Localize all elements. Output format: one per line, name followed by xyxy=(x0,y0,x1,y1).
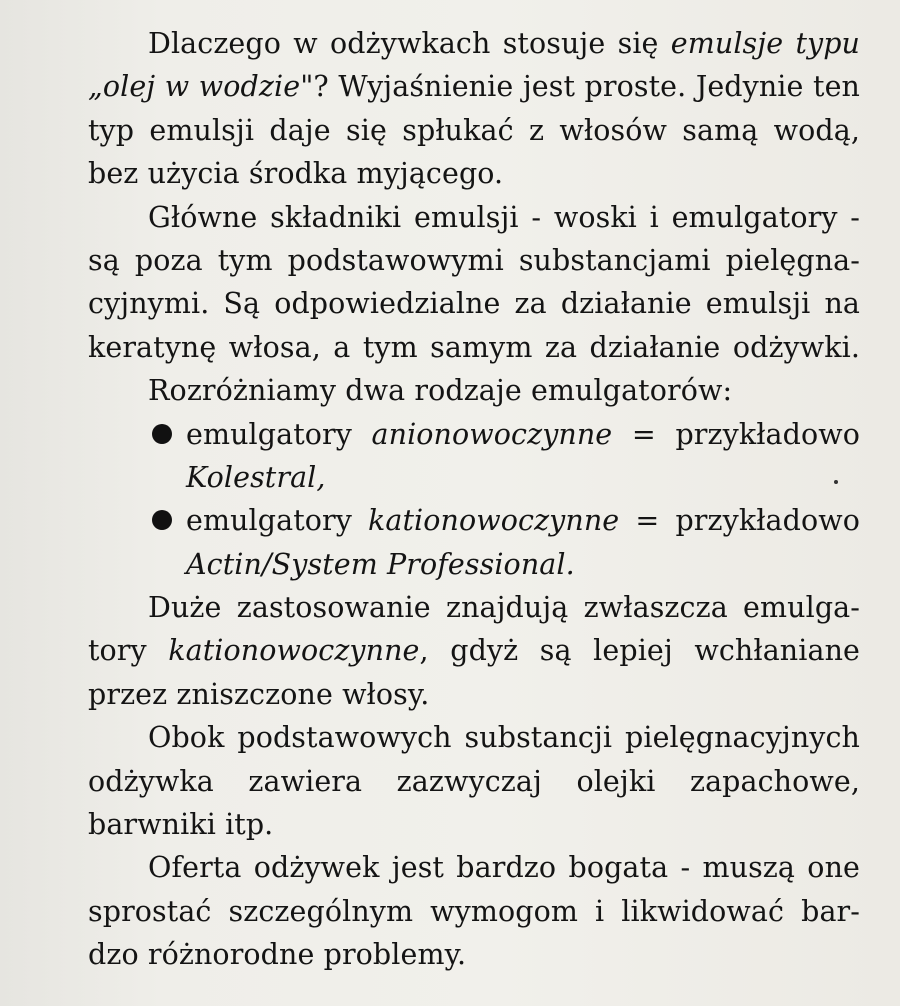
italic-term: anionowoczynne xyxy=(371,417,613,451)
italic-term: emulsje typu xyxy=(670,27,860,60)
paragraph-2-line-2: są poza tym podstawowymi substancjami pielęgna- xyxy=(88,243,860,277)
paragraph-5-line-3: barwniki itp. xyxy=(88,808,274,842)
page-text xyxy=(88,22,860,977)
paragraph-6-line-2: sprostać szczególnym wymogom i likwidować bar- xyxy=(88,894,860,928)
list-item xyxy=(88,413,860,456)
italic-term: Actin/System Professional. xyxy=(186,547,575,581)
paragraph-5-line-2: odżywka zawiera zazwyczaj olejki zapachowe, xyxy=(88,764,860,798)
list-item-text: emulgatory xyxy=(186,417,372,451)
paragraph-2-line-1: Główne składniki emulsji - woski i emulgatory - xyxy=(148,200,860,234)
paragraph-4-text: tory xyxy=(88,634,169,668)
italic-term: kationowoczynne xyxy=(168,634,420,668)
bullet-icon xyxy=(152,424,172,444)
paragraph-2-line-4: keratynę włosa, a tym samym za działanie odżywki. xyxy=(88,330,860,364)
paragraph-1-line-2 xyxy=(88,65,860,108)
paragraph-6-line-1: Oferta odżywek jest bardzo bogata - muszą one xyxy=(148,851,860,885)
list-item-text: = przykładowo xyxy=(612,417,860,451)
paragraph-4-line-1: Duże zastosowanie znajdują zwłaszcza emulga- xyxy=(148,591,860,625)
paragraph-4-text: , gdyż są lepiej wchłaniane xyxy=(419,634,860,668)
paragraph-2-line-3: cyjnymi. Są odpowiedzialne za działanie emulsji na xyxy=(88,287,860,321)
paragraph-1-text: Dlaczego w odżywkach stosuje się xyxy=(148,27,671,60)
list-item xyxy=(88,499,860,542)
list-item-example xyxy=(88,456,860,499)
paragraph-4-line-2 xyxy=(88,629,860,672)
list-item-text: emulgatory xyxy=(186,504,369,538)
paragraph-1-line-4: bez użycia środka myjącego. xyxy=(88,157,504,191)
paper-speck xyxy=(834,480,838,484)
paragraph-1-line-3: typ emulsji daje się spłukać z włosów samą wodą, xyxy=(88,113,860,147)
paragraph-4-line-3: przez zniszczone włosy. xyxy=(88,677,430,711)
paragraph-5-line-1: Obok podstawowych substancji pielęgnacyjnych xyxy=(148,721,860,755)
paragraph-1-text: "? Wyjaśnienie jest proste. Jedynie ten xyxy=(300,70,860,104)
italic-term: „olej w wodzie xyxy=(88,70,301,104)
bullet-icon xyxy=(152,510,172,530)
list-intro: Rozróżniamy dwa rodzaje emulgatorów: xyxy=(148,374,733,408)
italic-term: kationowoczynne xyxy=(368,504,620,538)
paragraph-1-line-1 xyxy=(88,22,860,65)
paragraph-6-line-3: dzo różnorodne problemy. xyxy=(88,938,467,972)
list-item-example xyxy=(88,543,860,586)
italic-term: Kolestral, xyxy=(186,460,326,494)
list-item-text: = przykładowo xyxy=(619,504,860,538)
